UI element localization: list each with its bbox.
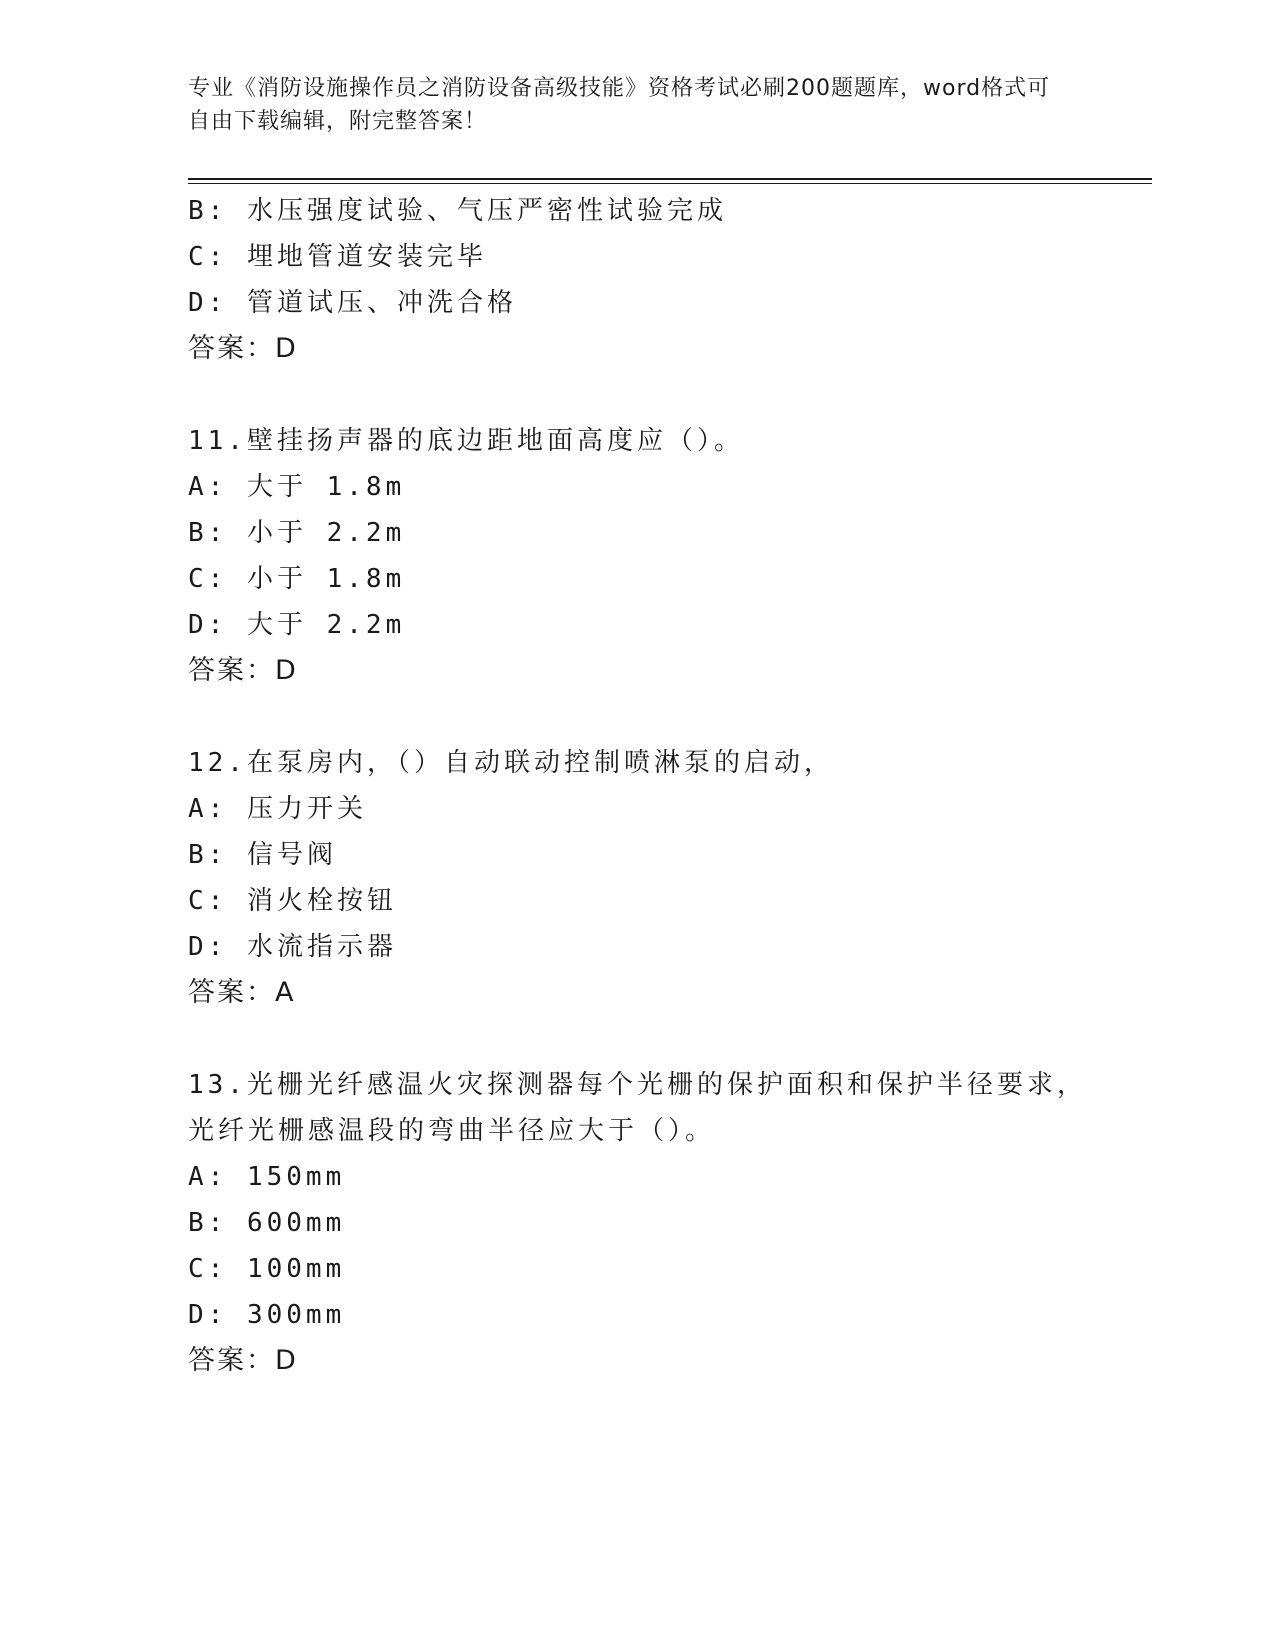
option-c: C: 埋地管道安装完毕 (188, 242, 487, 272)
answer-line: 答案：D (188, 1345, 298, 1376)
answer-line: 答案：D (188, 333, 298, 364)
spacer (188, 1016, 1088, 1062)
header-divider (188, 178, 1152, 180)
option-d: D: 管道试压、冲洗合格 (188, 288, 517, 318)
option-b: B: 小于 2.2m (188, 518, 406, 548)
document-header: 专业《消防设施操作员之消防设备高级技能》资格考试必刷200题题库，word格式可自由下载编辑，附完整答案！ (188, 76, 1051, 134)
option-b: B: 水压强度试验、气压严密性试验完成 (188, 196, 727, 226)
question-list (188, 188, 1088, 1384)
option-d: D: 水流指示器 (188, 932, 397, 962)
answer-line: 答案：A (188, 977, 296, 1008)
spacer (188, 694, 1088, 740)
option-a: A: 压力开关 (188, 794, 367, 824)
option-c: C: 100mm (188, 1254, 346, 1284)
spacer (188, 372, 1088, 418)
question-stem: 12.在泵房内，（）自动联动控制喷淋泵的启动， (188, 748, 834, 778)
question-block-12 (188, 740, 1088, 1016)
header-divider-thin (188, 183, 1152, 184)
answer-line: 答案：D (188, 655, 298, 686)
option-b: B: 600mm (188, 1208, 346, 1238)
question-block-13 (188, 1062, 1088, 1384)
option-a: A: 150mm (188, 1162, 346, 1192)
option-b: B: 信号阀 (188, 840, 337, 870)
option-d: D: 300mm (188, 1300, 346, 1330)
question-stem: 13.光栅光纤感温火灾探测器每个光栅的保护面积和保护半径要求，光纤光栅感温段的弯曲半径应大于（）。 (188, 1070, 1087, 1146)
prev-question-block (188, 188, 1088, 372)
option-a: A: 大于 1.8m (188, 472, 406, 502)
question-stem: 11.壁挂扬声器的底边距地面高度应（）。 (188, 426, 744, 456)
question-block-11 (188, 418, 1088, 694)
option-d: D: 大于 2.2m (188, 610, 406, 640)
option-c: C: 消火栓按钮 (188, 886, 397, 916)
option-c: C: 小于 1.8m (188, 564, 406, 594)
